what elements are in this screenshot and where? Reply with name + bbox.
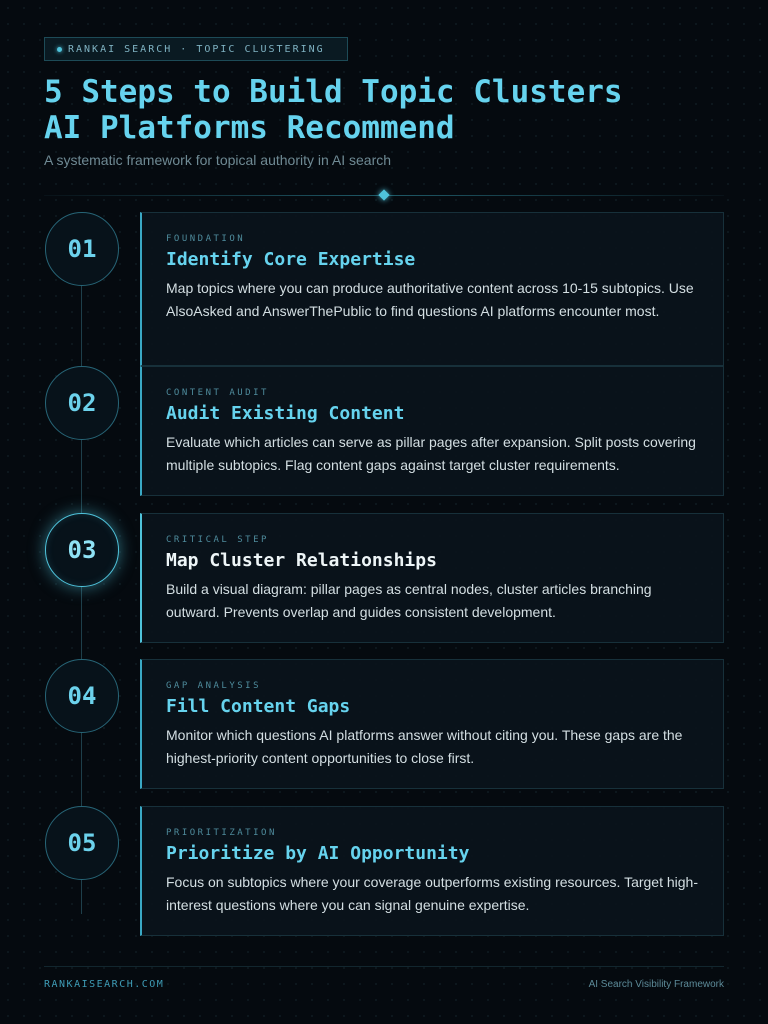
step-number: 05 xyxy=(67,829,97,857)
step-number-circle xyxy=(45,366,119,440)
step-card xyxy=(140,366,724,496)
step-label: FOUNDATION xyxy=(166,234,246,244)
step-title: Identify Core Expertise xyxy=(166,249,416,270)
step-title: Map Cluster Relationships xyxy=(166,550,437,571)
step-card xyxy=(140,212,724,366)
step-number-circle xyxy=(45,212,119,286)
step-description: Map topics where you can produce authoritative content across 10-15 subtopics. Use AlsoAsked and AnswerThePublic to find questions AI platforms encounter most. xyxy=(166,280,694,319)
step-card-highlighted xyxy=(140,513,724,643)
page-subtitle: A systematic framework for topical authority in AI search xyxy=(44,152,392,168)
step-number: 02 xyxy=(67,389,97,417)
step-number-circle-highlighted xyxy=(45,513,119,587)
step-label: GAP ANALYSIS xyxy=(166,681,262,691)
footer-divider xyxy=(44,966,724,967)
step-title: Audit Existing Content xyxy=(166,403,405,424)
step-number: 04 xyxy=(67,682,97,710)
step-description: Monitor which questions AI platforms answer without citing you. These gaps are the highest-priority content opportunities to close first. xyxy=(166,727,683,766)
tag-dot-icon xyxy=(57,47,62,52)
page-title xyxy=(44,74,734,146)
step-label: CONTENT AUDIT xyxy=(166,388,269,398)
footer-website: RANKAISEARCH.COM xyxy=(44,979,165,990)
step-description: Focus on subtopics where your coverage outperforms existing resources. Target high-interest questions where you can signal genuine expertise. xyxy=(166,874,699,913)
step-title: Fill Content Gaps xyxy=(166,696,351,717)
diamond-icon xyxy=(378,189,389,200)
step-description: Build a visual diagram: pillar pages as central nodes, cluster articles branching outward. Prevents overlap and guides consistent development. xyxy=(166,581,652,620)
header-tag xyxy=(44,37,348,61)
title-line-2: AI Platforms Recommend xyxy=(44,110,455,146)
title-line-1: 5 Steps to Build Topic Clusters xyxy=(44,74,623,110)
step-number: 03 xyxy=(67,536,97,564)
step-label: PRIORITIZATION xyxy=(166,828,277,838)
header-tag-text: RANKAI SEARCH · TOPIC CLUSTERING xyxy=(68,43,325,55)
step-description: Evaluate which articles can serve as pillar pages after expansion. Split posts covering multiple subtopics. Flag content gaps against target cluster requirements. xyxy=(166,434,696,473)
step-number-circle xyxy=(45,659,119,733)
footer-tagline: AI Search Visibility Framework xyxy=(588,979,724,990)
step-label: CRITICAL STEP xyxy=(166,535,269,545)
step-card xyxy=(140,659,724,789)
step-title: Prioritize by AI Opportunity xyxy=(166,843,470,864)
step-number: 01 xyxy=(67,235,97,263)
step-card xyxy=(140,806,724,936)
step-number-circle xyxy=(45,806,119,880)
